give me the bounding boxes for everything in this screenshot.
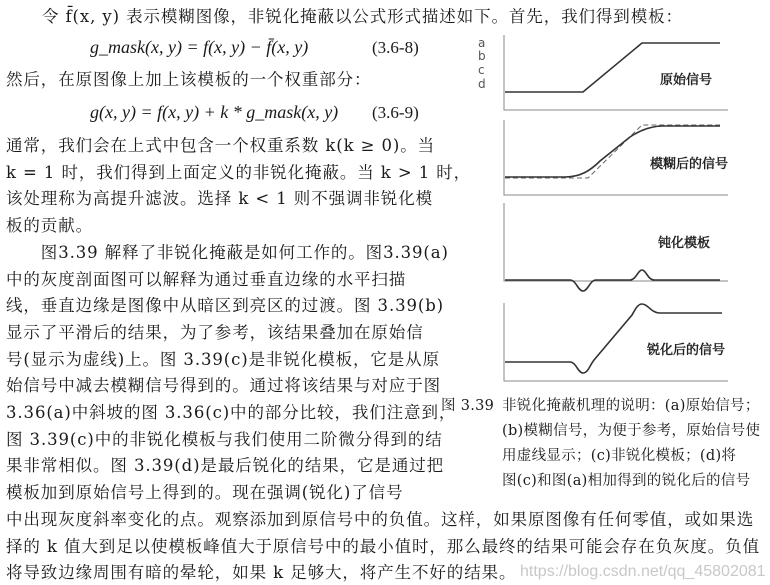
equation-number-3-6-9: (3.6-9) (372, 103, 419, 122)
then-line: 然后，在原图像上加上该模板的一个权重部分： (6, 70, 372, 89)
text-line: 图 3.39(c)中的非锐化模板与我们使用二阶微分得到的结 (6, 429, 443, 449)
text-line: 通常，我们会在上式中包含一个权重系数 k(k ≥ 0)。当 (6, 136, 436, 155)
caption-line: 用虚线显示；(c)非锐化模板；(d)将 (502, 448, 737, 464)
panel-label-sharpened: 锐化后的信号 (647, 343, 726, 358)
caption-line: 图(c)和图(a)相加得到的锐化后的信号 (502, 473, 751, 489)
panel-letter-c: c (478, 63, 485, 77)
text-line: 中的灰度剖面图可以解释为通过垂直边缘的水平扫描 (6, 269, 407, 289)
text-line: 3.36(a)中斜坡的图 3.36(c)中的部分比较，我们注意到， (6, 403, 457, 422)
panel-label-blurred: 模糊后的信号 (650, 157, 729, 172)
equation-3-6-8: g_mask(x, y) = f(x, y) − f̄(x, y) (90, 37, 309, 57)
text-line: 板的贡献。 (6, 216, 93, 236)
sharpened-signal-curve (505, 304, 722, 373)
text-line: 线，垂直边缘是图像中从暗区到亮区的过渡。图 3.39(b) (6, 296, 445, 316)
mask-curve (505, 270, 720, 291)
text-line: 中出现灰度斜率变化的点。观察添加到原信号中的负值。这样，如果原图像有任何零值，或如果选 (6, 510, 755, 529)
intro-line: 令 f̄(x, y) 表示模糊图像，非锐化掩蔽以公式形式描述如下。首先，我们得到模板： (42, 7, 683, 26)
caption-line: (b)模糊信号，为便于参考，原始信号使 (502, 423, 761, 439)
panel-label-original: 原始信号 (660, 73, 713, 88)
panel-letter-a: a (478, 36, 486, 50)
text-line: 图3.39 解释了非锐化掩蔽是如何工作的。图3.39(a) (6, 242, 449, 262)
text-line: 果非常相似。图 3.39(d)是最后锐化的结果，它是通过把 (6, 456, 445, 476)
text-line: 将导致边缘周围有暗的晕轮，如果 k 足够大，将产生不好的结果。 (6, 563, 517, 582)
watermark: https://blog.csdn.net/qq_45802081 (520, 563, 766, 580)
text-line: 择的 k 值大到足以使模板峰值大于原信号中的最小值时，那么最终的结果可能会存在负灰度。负值 (6, 536, 760, 556)
text-line: 号(显示为虚线)上。图 3.39(c)是非锐化模板，它是从原 (6, 349, 440, 369)
text-line: k = 1 时，我们得到上面定义的非锐化掩蔽。当 k > 1 时， (6, 162, 472, 182)
text-line: 该处理称为高提升滤波。选择 k < 1 则不强调非锐化模 (6, 189, 434, 209)
equation-number-3-6-8: (3.6-8) (372, 38, 419, 57)
panel-letter-d: d (478, 77, 486, 91)
panel-label-mask: 钝化模板 (658, 236, 711, 251)
text-line: 模板加到原始信号上得到的。现在强调(锐化)了信号 (6, 483, 404, 503)
text-line: 始信号中减去模糊信号得到的。通过将该结果与对应于图 (6, 376, 441, 396)
figure-3-39 (470, 25, 770, 390)
panel-letter-b: b (478, 49, 486, 63)
caption-number: 图 3.39 (441, 398, 495, 414)
text-line: 显示了平滑后的结果，为了参考，该结果叠加在原始信 (6, 322, 424, 342)
equation-3-6-9: g(x, y) = f(x, y) + k * g_mask(x, y) (90, 102, 339, 122)
caption-line: 非锐化掩蔽机理的说明：(a)原始信号； (502, 398, 760, 414)
